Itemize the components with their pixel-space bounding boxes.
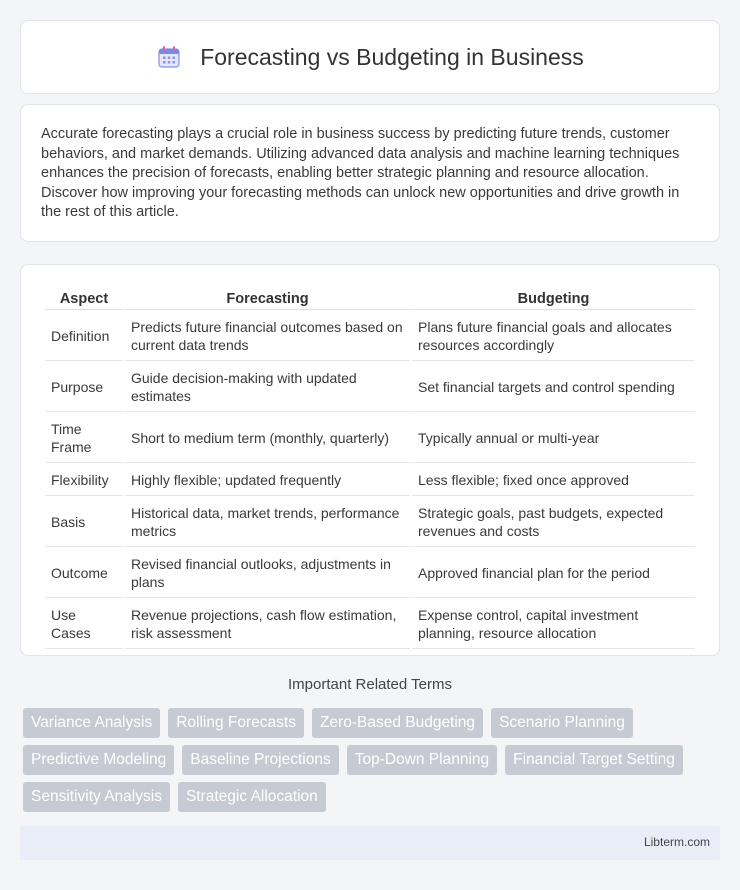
footer-site-link[interactable]: Libterm.com [643,835,710,849]
related-term-tag[interactable]: Rolling Forecasts [168,708,304,738]
table-row [45,465,695,496]
related-term-tag[interactable]: Sensitivity Analysis [23,782,170,812]
aspect-cell: Flexibility [45,465,123,496]
budgeting-cell: Expense control, capital investment planning, resource allocation [412,600,695,649]
page-footer [20,826,720,860]
aspect-cell: Time Frame [45,414,123,463]
related-terms-title: Important Related Terms [288,676,452,693]
budgeting-cell: Set financial targets and control spending [412,363,695,412]
related-term-tag[interactable]: Top-Down Planning [347,745,497,775]
related-term-tag[interactable]: Scenario Planning [491,708,633,738]
budgeting-cell: Less flexible; fixed once approved [412,465,695,496]
table-row [45,498,695,547]
related-term-tag[interactable]: Baseline Projections [182,745,338,775]
budgeting-cell: Approved financial plan for the period [412,549,695,598]
aspect-cell: Definition [45,312,123,361]
column-header-aspect: Aspect [45,287,123,310]
table-row [45,600,695,649]
aspect-cell: Outcome [45,549,123,598]
related-term-tag[interactable]: Predictive Modeling [23,745,174,775]
calendar-icon [156,44,182,70]
forecasting-cell: Revenue projections, cash flow estimation, risk assessment [125,600,410,649]
table-header-row [45,287,695,310]
table-row [45,549,695,598]
aspect-cell: Use Cases [45,600,123,649]
budgeting-cell: Plans future financial goals and allocates resources accordingly [412,312,695,361]
table-row [45,312,695,361]
page-title: Forecasting vs Budgeting in Business [200,43,584,70]
column-header-budgeting: Budgeting [412,287,695,310]
intro-section [20,104,720,242]
related-term-tag[interactable]: Zero-Based Budgeting [312,708,483,738]
forecasting-cell: Short to medium term (monthly, quarterly) [125,414,410,463]
budgeting-cell: Typically annual or multi-year [412,414,695,463]
related-term-tag[interactable]: Strategic Allocation [178,782,326,812]
forecasting-cell: Guide decision-making with updated estimates [125,363,410,412]
page-header [20,20,720,94]
aspect-cell: Purpose [45,363,123,412]
forecasting-cell: Historical data, market trends, performance metrics [125,498,410,547]
aspect-cell: Basis [45,498,123,547]
comparison-table [43,285,697,651]
budgeting-cell: Strategic goals, past budgets, expected revenues and costs [412,498,695,547]
related-term-tag[interactable]: Financial Target Setting [505,745,683,775]
comparison-table-card [20,264,720,656]
intro-text: Accurate forecasting plays a crucial role in business success by predicting future trends, customer behaviors, and market demands. Utilizing advanced data analysis and machine learning techniques enhances the precision of forecasts, enabling better strategic planning and resource allocation. Discover how improving your forecasting methods can unlock new opportunities and drive growth in the rest of this article. [41,126,680,220]
column-header-forecasting: Forecasting [125,287,410,310]
table-row [45,414,695,463]
related-term-tag[interactable]: Variance Analysis [23,708,160,738]
related-terms-list [23,708,723,812]
table-row [45,363,695,412]
forecasting-cell: Predicts future financial outcomes based on current data trends [125,312,410,361]
forecasting-cell: Highly flexible; updated frequently [125,465,410,496]
forecasting-cell: Revised financial outlooks, adjustments in plans [125,549,410,598]
